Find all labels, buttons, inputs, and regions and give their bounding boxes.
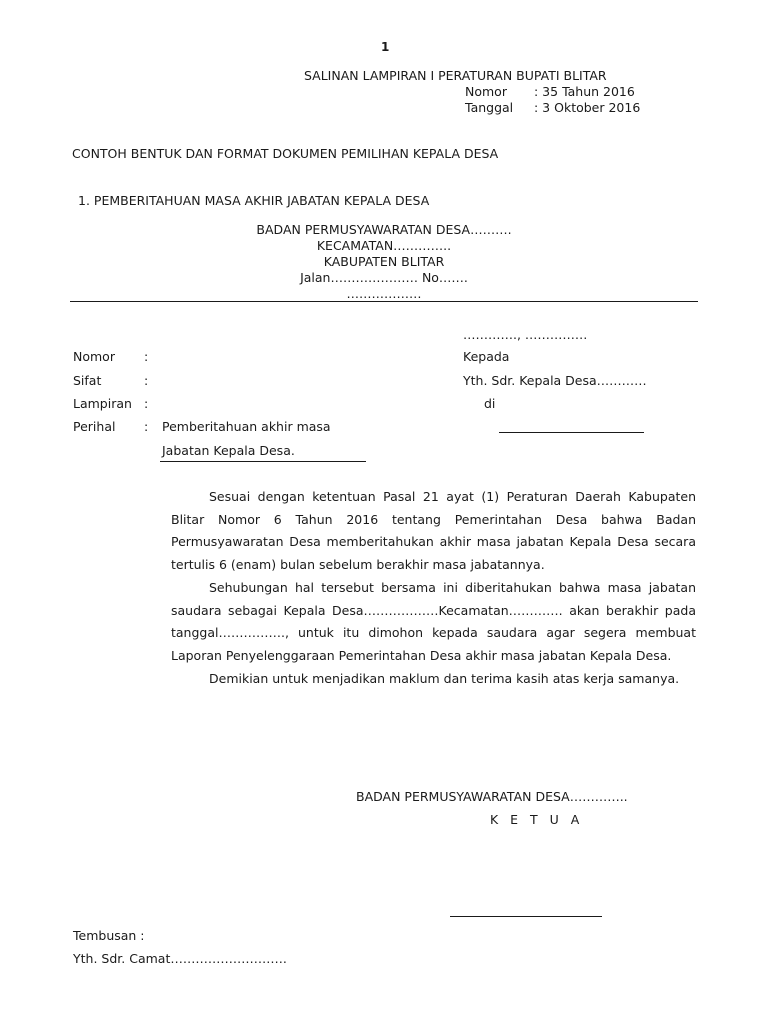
lampiran-colon: :	[144, 396, 149, 411]
kop-line-bpd: BADAN PERMUSYAWARATAN DESA……….	[256, 222, 512, 237]
body-paragraph-3: Demikian untuk menjadikan maklum dan terima kasih atas kerja samanya.	[209, 670, 680, 686]
nomor-meta-label: Nomor	[465, 84, 507, 99]
nomor-meta-value: : 35 Tahun 2016	[534, 84, 635, 99]
sifat-colon: :	[144, 373, 149, 388]
kepada-label: Kepada	[463, 349, 510, 364]
signature-organization: BADAN PERMUSYAWARATAN DESA…………..	[356, 789, 628, 804]
letter-body	[171, 486, 696, 690]
perihal-value-line2: Jabatan Kepala Desa.	[162, 443, 295, 458]
section-heading: 1. PEMBERITAHUAN MASA AKHIR JABATAN KEPALA DESA	[78, 193, 430, 208]
perihal-colon: :	[144, 419, 149, 434]
letterhead-divider	[70, 301, 698, 302]
page-number: 1	[381, 40, 390, 54]
nomor-label: Nomor	[73, 349, 115, 364]
perihal-label: Perihal	[73, 419, 116, 434]
kop-line-extra: ………………	[346, 286, 422, 301]
tanggal-meta-label: Tanggal	[465, 100, 514, 115]
body-paragraph-2: Sehubungan hal tersebut bersama ini diberitahukan bahwa masa jabatan saudara sebagai Kepala Desa………………Kecamatan…………. akan berakhir pada tanggal……………., untuk itu dimohon kepada saudara agar segera membuat Laporan Penyelenggaraan Pemerintahan Desa akhir masa jabatan Kepala Desa.	[171, 579, 696, 663]
kop-line-kecamatan: KECAMATAN…………..	[316, 238, 452, 253]
body-paragraph-1: Sesuai dengan ketentuan Pasal 21 ayat (1) Peraturan Daerah Kabupaten Blitar Nomor 6 Tahun 2016 tentang Pemerintahan Desa bahwa Badan Permusyawaratan Desa memberitahukan akhir masa jabatan Kepala Desa secara tertulis 6 (enam) bulan sebelum berakhir masa jabatannya.	[171, 489, 696, 573]
addressee-location-blank	[499, 432, 644, 433]
di-label: di	[484, 396, 496, 411]
lampiran-label: Lampiran	[73, 396, 132, 411]
kop-line-kabupaten: KABUPATEN BLITAR	[323, 254, 445, 269]
tembusan-item: Yth. Sdr. Camat……………………….	[73, 951, 287, 966]
addressee-name: Yth. Sdr. Kepala Desa…………	[463, 373, 647, 388]
salinan-title: SALINAN LAMPIRAN I PERATURAN BUPATI BLITAR	[304, 68, 607, 83]
perihal-underline	[160, 461, 366, 462]
tanggal-meta-value: : 3 Oktober 2016	[534, 100, 641, 115]
document-title: CONTOH BENTUK DAN FORMAT DOKUMEN PEMILIHAN KEPALA DESA	[72, 146, 499, 161]
signature-role: K E T U A	[490, 812, 584, 827]
place-date-line: …………., ……………	[463, 327, 588, 342]
sifat-label: Sifat	[73, 373, 102, 388]
nomor-colon: :	[144, 349, 149, 364]
tembusan-label: Tembusan :	[73, 928, 145, 943]
signature-line	[450, 916, 602, 917]
perihal-value-line1: Pemberitahuan akhir masa	[162, 419, 331, 434]
kop-line-jalan: Jalan………………… No…….	[300, 270, 468, 285]
